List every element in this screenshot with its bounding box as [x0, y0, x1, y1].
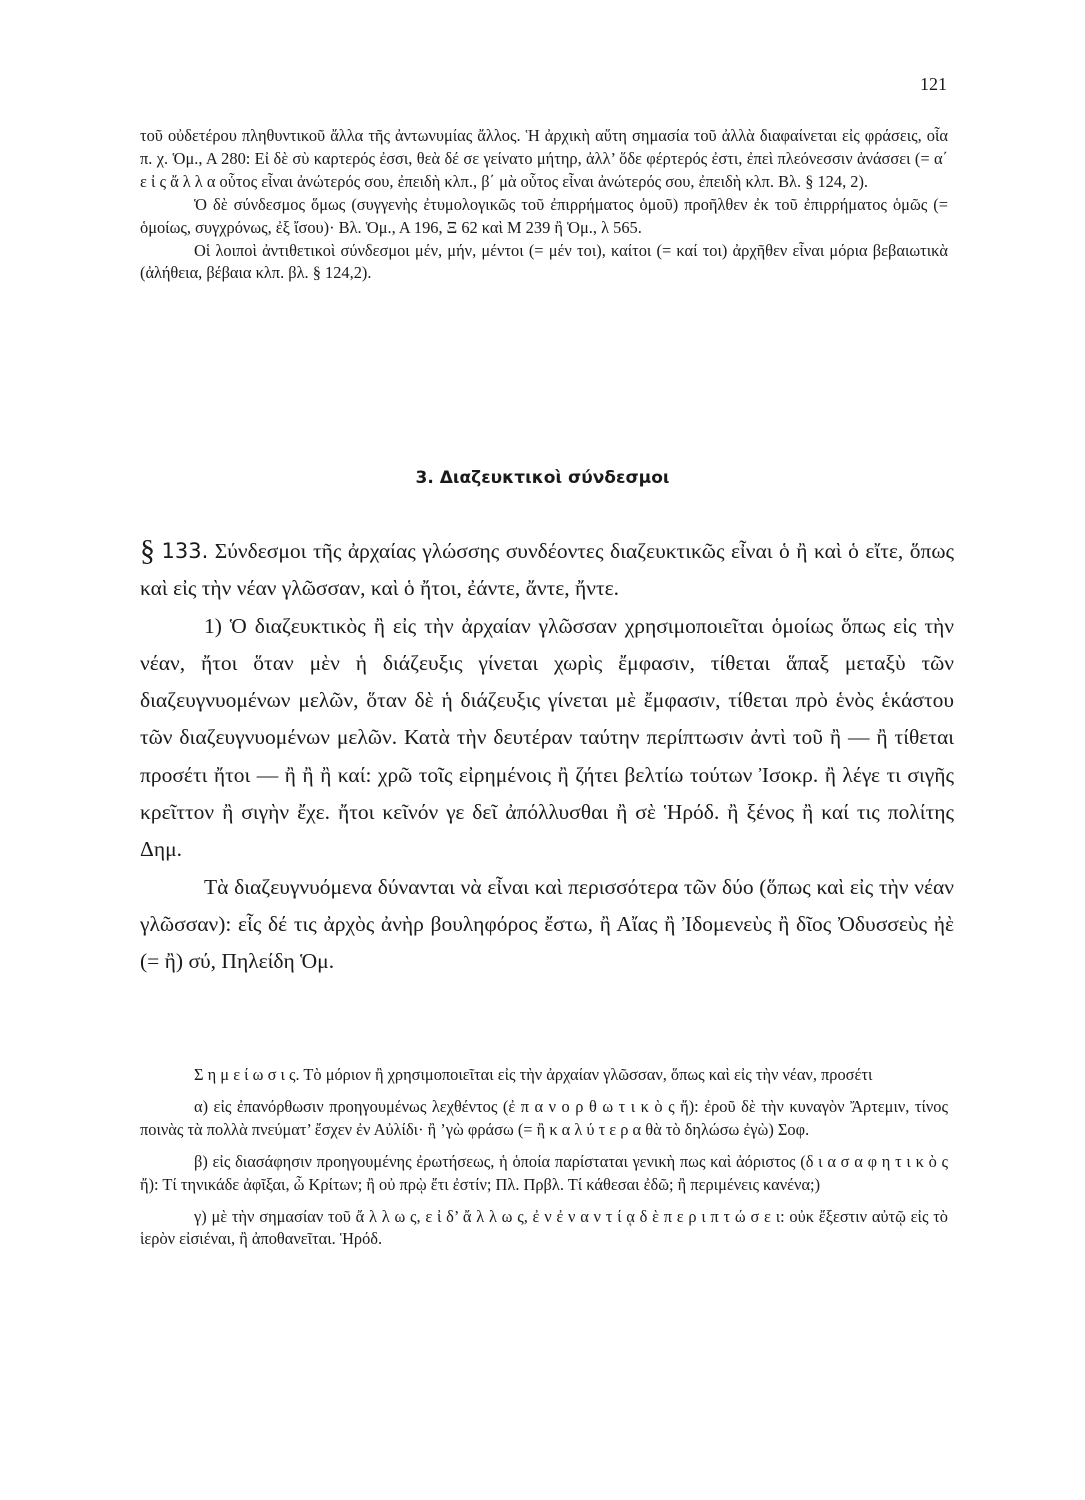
- point-1-paragraph: 1) Ὁ διαζευκτικὸς ἢ εἰς τὴν ἀρχαίαν γλῶσσαν χρησιμοποιεῖται ὁμοίως ὅπως εἰς τὴν νέαν, ἤτοι ὅταν μὲν ἡ διάζευξις γίνεται χωρὶς ἔμφασιν, τίθεται ἅπαξ μεταξὺ τῶν διαζευγνυομένων μελῶν, ὅταν δὲ ἡ διάζευξις γίνεται μὲ ἔμφασιν, τίθεται πρὸ ἑνὸς ἑκάστου τῶν διαζευγνυομένων μελῶν. Κατὰ τὴν δευτέραν ταύτην περίπτωσιν ἀντὶ τοῦ ἢ — ἢ τίθεται προσέτι ἤτοι — ἢ ἢ ἢ καί: χρῶ τοῖς εἰρημένοις ἢ ζήτει βελτίω τούτων Ἰσοκρ. ἢ λέγε τι σιγῆς κρεῖττον ἢ σιγὴν ἔχε. ἤτοι κεῖνόν γε δεῖ ἀπόλλυσθαι ἢ σὲ Ἡρόδ. ἢ ξένος ἢ καί τις πολίτης Δημ.: [140, 613, 954, 862]
- paragraph-mark: §: [140, 534, 155, 567]
- note-item-a: α) εἰς ἐπανόρθωσιν προηγουμένως λεχθέντος (ἐ π α ν ο ρ θ ω τ ι κ ὸ ς ἤ): ἐροῦ δὲ τὴν κυναγὸν Ἄρτεμιν, τίνος ποινὰς τὰ πολλὰ πνεύματ’ ἔσχεν ἐν Αὐλίδι· ἢ ’γὼ φράσω (= ἢ κ α λ ύ τ ε ρ α θὰ τὸ δηλώσω ἐγὼ) Σοφ.: [140, 1096, 948, 1139]
- section-number: 133.: [161, 539, 209, 563]
- main-text-block: [140, 532, 954, 981]
- section-133-intro-text: Σύνδεσμοι τῆς ἀρχαίας γλώσσης συνδέοντες διαζευκτικῶς εἶναι ὁ ἢ καὶ ὁ εἴτε, ὅπως καὶ εἰς τὴν νέαν γλῶσσαν, καὶ ὁ ἤτοι, ἐάντε, ἄντε, ἤντε.: [140, 539, 955, 601]
- section-133-intro: [140, 532, 954, 608]
- page-number: 121: [920, 74, 947, 94]
- section-heading: 3. Διαζευκτικοὶ σύνδεσμοι: [415, 468, 670, 488]
- notes-block: [140, 1064, 948, 1251]
- point-2-paragraph: Τὰ διαζευγνυόμενα δύνανται νὰ εἶναι καὶ περισσότερα τῶν δύο (ὅπως καὶ εἰς τὴν νέαν γλῶσσαν): εἷς δέ τις ἀρχὸς ἀνὴρ βουληφόρος ἔστω, ἢ Αἴας ἢ Ἰδομενεὺς ἢ δῖος Ὀδυσσεὺς ἠὲ (= ἢ) σύ, Πηλείδη Ὁμ.: [140, 874, 954, 974]
- paragraph-omos: Ὁ δὲ σύνδεσμος ὅμως (συγγενὴς ἐτυμολογικῶς τοῦ ἐπιρρήματος ὁμοῦ) προῆλθεν ἐκ τοῦ ἐπιρρήματος ὁμῶς (= ὁμοίως, συγχρόνως, ἐξ ἴσου)· Βλ. Ὁμ., Α 196, Ξ 62 καὶ Μ 239 ἢ Ὁμ., λ 565.: [140, 194, 948, 237]
- top-text-block: [140, 125, 948, 285]
- note-item-c: γ) μὲ τὴν σημασίαν τοῦ ἄ λ λ ω ς, ε ἰ δ’ ἄ λ λ ω ς, ἐ ν ἐ ν α ν τ ί ᾳ δ ὲ π ε ρ ι π τ ώ σ ε ι: οὐκ ἔξεστιν αὐτῷ εἰς τὸ ἱερὸν εἰσιέναι, ἢ ἀποθανεῖται. Ἡρόδ.: [140, 1206, 948, 1249]
- note-intro: Σ η μ ε ί ω σ ι ς. Τὸ μόριον ἢ χρησιμοποιεῖται εἰς τὴν ἀρχαίαν γλῶσσαν, ὅπως καὶ εἰς τὴν νέαν, προσέτι: [194, 1065, 873, 1084]
- paragraph-other-adversatives: Οἱ λοιποὶ ἀντιθετικοὶ σύνδεσμοι μέν, μήν, μέντοι (= μέν τοι), καίτοι (= καί τοι) ἀρχῆθεν εἶναι μόρια βεβαιωτικὰ (ἀλήθεια, βέβαια κλπ. βλ. § 124,2).: [140, 240, 948, 283]
- paragraph-alla-etymology: τοῦ οὐδετέρου πληθυντικοῦ ἄλλα τῆς ἀντωνυμίας ἄλλος. Ἡ ἀρχικὴ αὕτη σημασία τοῦ ἀλλὰ διαφαίνεται εἰς φράσεις, οἷα π. χ. Ὁμ., Α 280: Εἰ δὲ σὺ καρτερός ἐσσι, θεὰ δέ σε γείνατο μήτηρ, ἀλλ’ ὅδε φέρτερός ἐστι, ἐπεὶ πλεόνεσσιν ἀνάσσει (= α΄ ε ἰ ς ἄ λ λ α οὗτος εἶναι ἀνώτερός σου, ἐπειδὴ κλπ., β΄ μὰ οὗτος εἶναι ἀνώτερός σου, ἐπειδὴ κλπ. Βλ. § 124, 2).: [140, 126, 948, 191]
- note-item-b: β) εἰς διασάφησιν προηγουμένης ἐρωτήσεως, ἡ ὁποία παρίσταται γενικὴ πως καὶ ἀόριστος (δ ι α σ α φ η τ ι κ ὸ ς ἤ): Τί τηνικάδε ἀφῖξαι, ὦ Κρίτων; ἢ οὐ πρῲ ἔτι ἐστίν; Πλ. Πρβλ. Τί κάθεσαι ἐδῶ; ἢ περιμένεις κανένα;): [140, 1151, 948, 1194]
